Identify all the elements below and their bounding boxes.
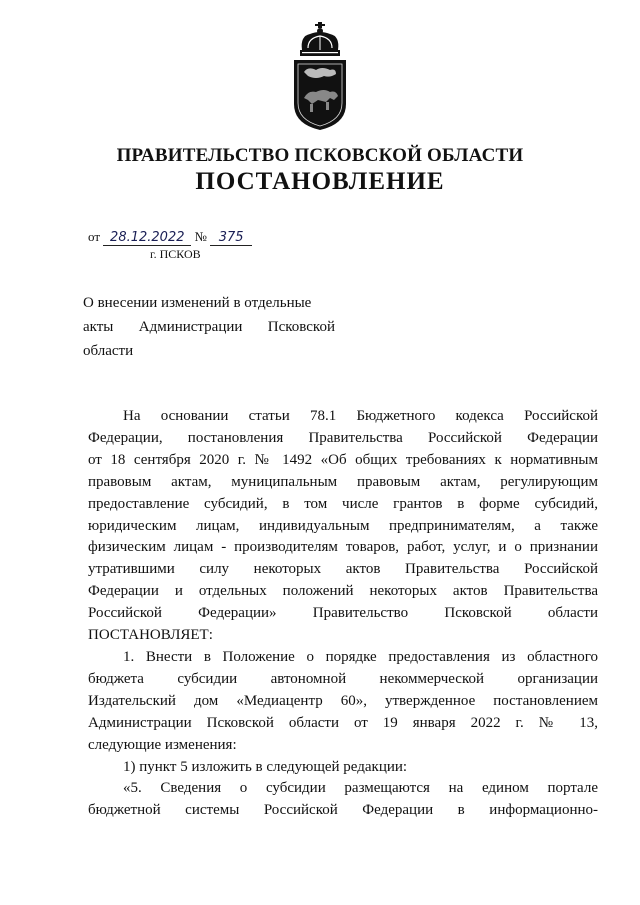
date-prefix: от [88, 229, 101, 244]
shield-icon [294, 60, 346, 130]
body-line: ПОСТАНОВЛЯЕТ: [88, 627, 213, 644]
body-line: бюджета субсидии автономной некоммерческой организации [88, 670, 598, 687]
number-prefix: № [194, 229, 207, 244]
date-number-line [88, 229, 252, 246]
body-line: Администрации Псковской области от 19 января 2022 г. № 13, [88, 714, 598, 731]
body-line: 1. Внести в Положение о порядке предоставления из областного [123, 648, 598, 665]
handwritten-date: 28.12.2022 [103, 231, 191, 246]
body-line: бюджетной системы Российской Федерации в информационно- [88, 802, 598, 819]
body-line: утратившими силу некоторых актов Правительства Российской [88, 561, 598, 578]
crown-icon [300, 22, 340, 56]
body-line: 1) пункт 5 изложить в следующей редакции: [123, 758, 408, 775]
subject-line-2 [83, 315, 335, 339]
document-body [88, 406, 598, 822]
document-type-title: ПОСТАНОВЛЕНИЕ [195, 168, 445, 195]
subject-word: Администрации [138, 319, 243, 335]
subject-word: Псковской [267, 319, 335, 335]
body-line: «5. Сведения о субсидии размещаются на едином портале [123, 780, 598, 797]
handwritten-number: 375 [210, 231, 252, 246]
body-line: следующие изменения: [88, 736, 237, 753]
body-line: юридическим лицам, индивидуальным предпринимателям, а также [88, 517, 598, 534]
body-line: Федерации и отдельных положений некоторых актов Правительства [88, 583, 598, 600]
body-line: физическим лицам - производителям товаров, работ, услуг, и о признании [88, 539, 598, 556]
city-label: г. ПСКОВ [150, 247, 201, 261]
subject-line-3: области [83, 343, 134, 359]
body-line: от 18 сентября 2020 г. № 1492 «Об общих требованиях к нормативным [88, 451, 598, 468]
body-line: Издательский дом «Медиацентр 60», утвержденное постановлением [88, 692, 598, 709]
subject-line-1: О внесении изменений в отдельные [83, 295, 312, 311]
body-line: На основании статьи 78.1 Бюджетного кодекса Российской [123, 408, 598, 424]
government-title: ПРАВИТЕЛЬСТВО ПСКОВСКОЙ ОБЛАСТИ [116, 145, 524, 166]
document-subject [83, 291, 335, 363]
subject-word: акты [83, 319, 114, 335]
body-line: Российской Федерации» Правительство Псковской области [88, 605, 598, 622]
body-line: Федерации, постановления Правительства Российской Федерации [88, 429, 598, 446]
coat-of-arms-emblem [286, 20, 354, 132]
body-line: предоставление субсидий, в том числе грантов в форме субсидий, [88, 495, 598, 512]
body-line: правовым актам, муниципальным правовым актам, регулирующим [88, 473, 598, 490]
